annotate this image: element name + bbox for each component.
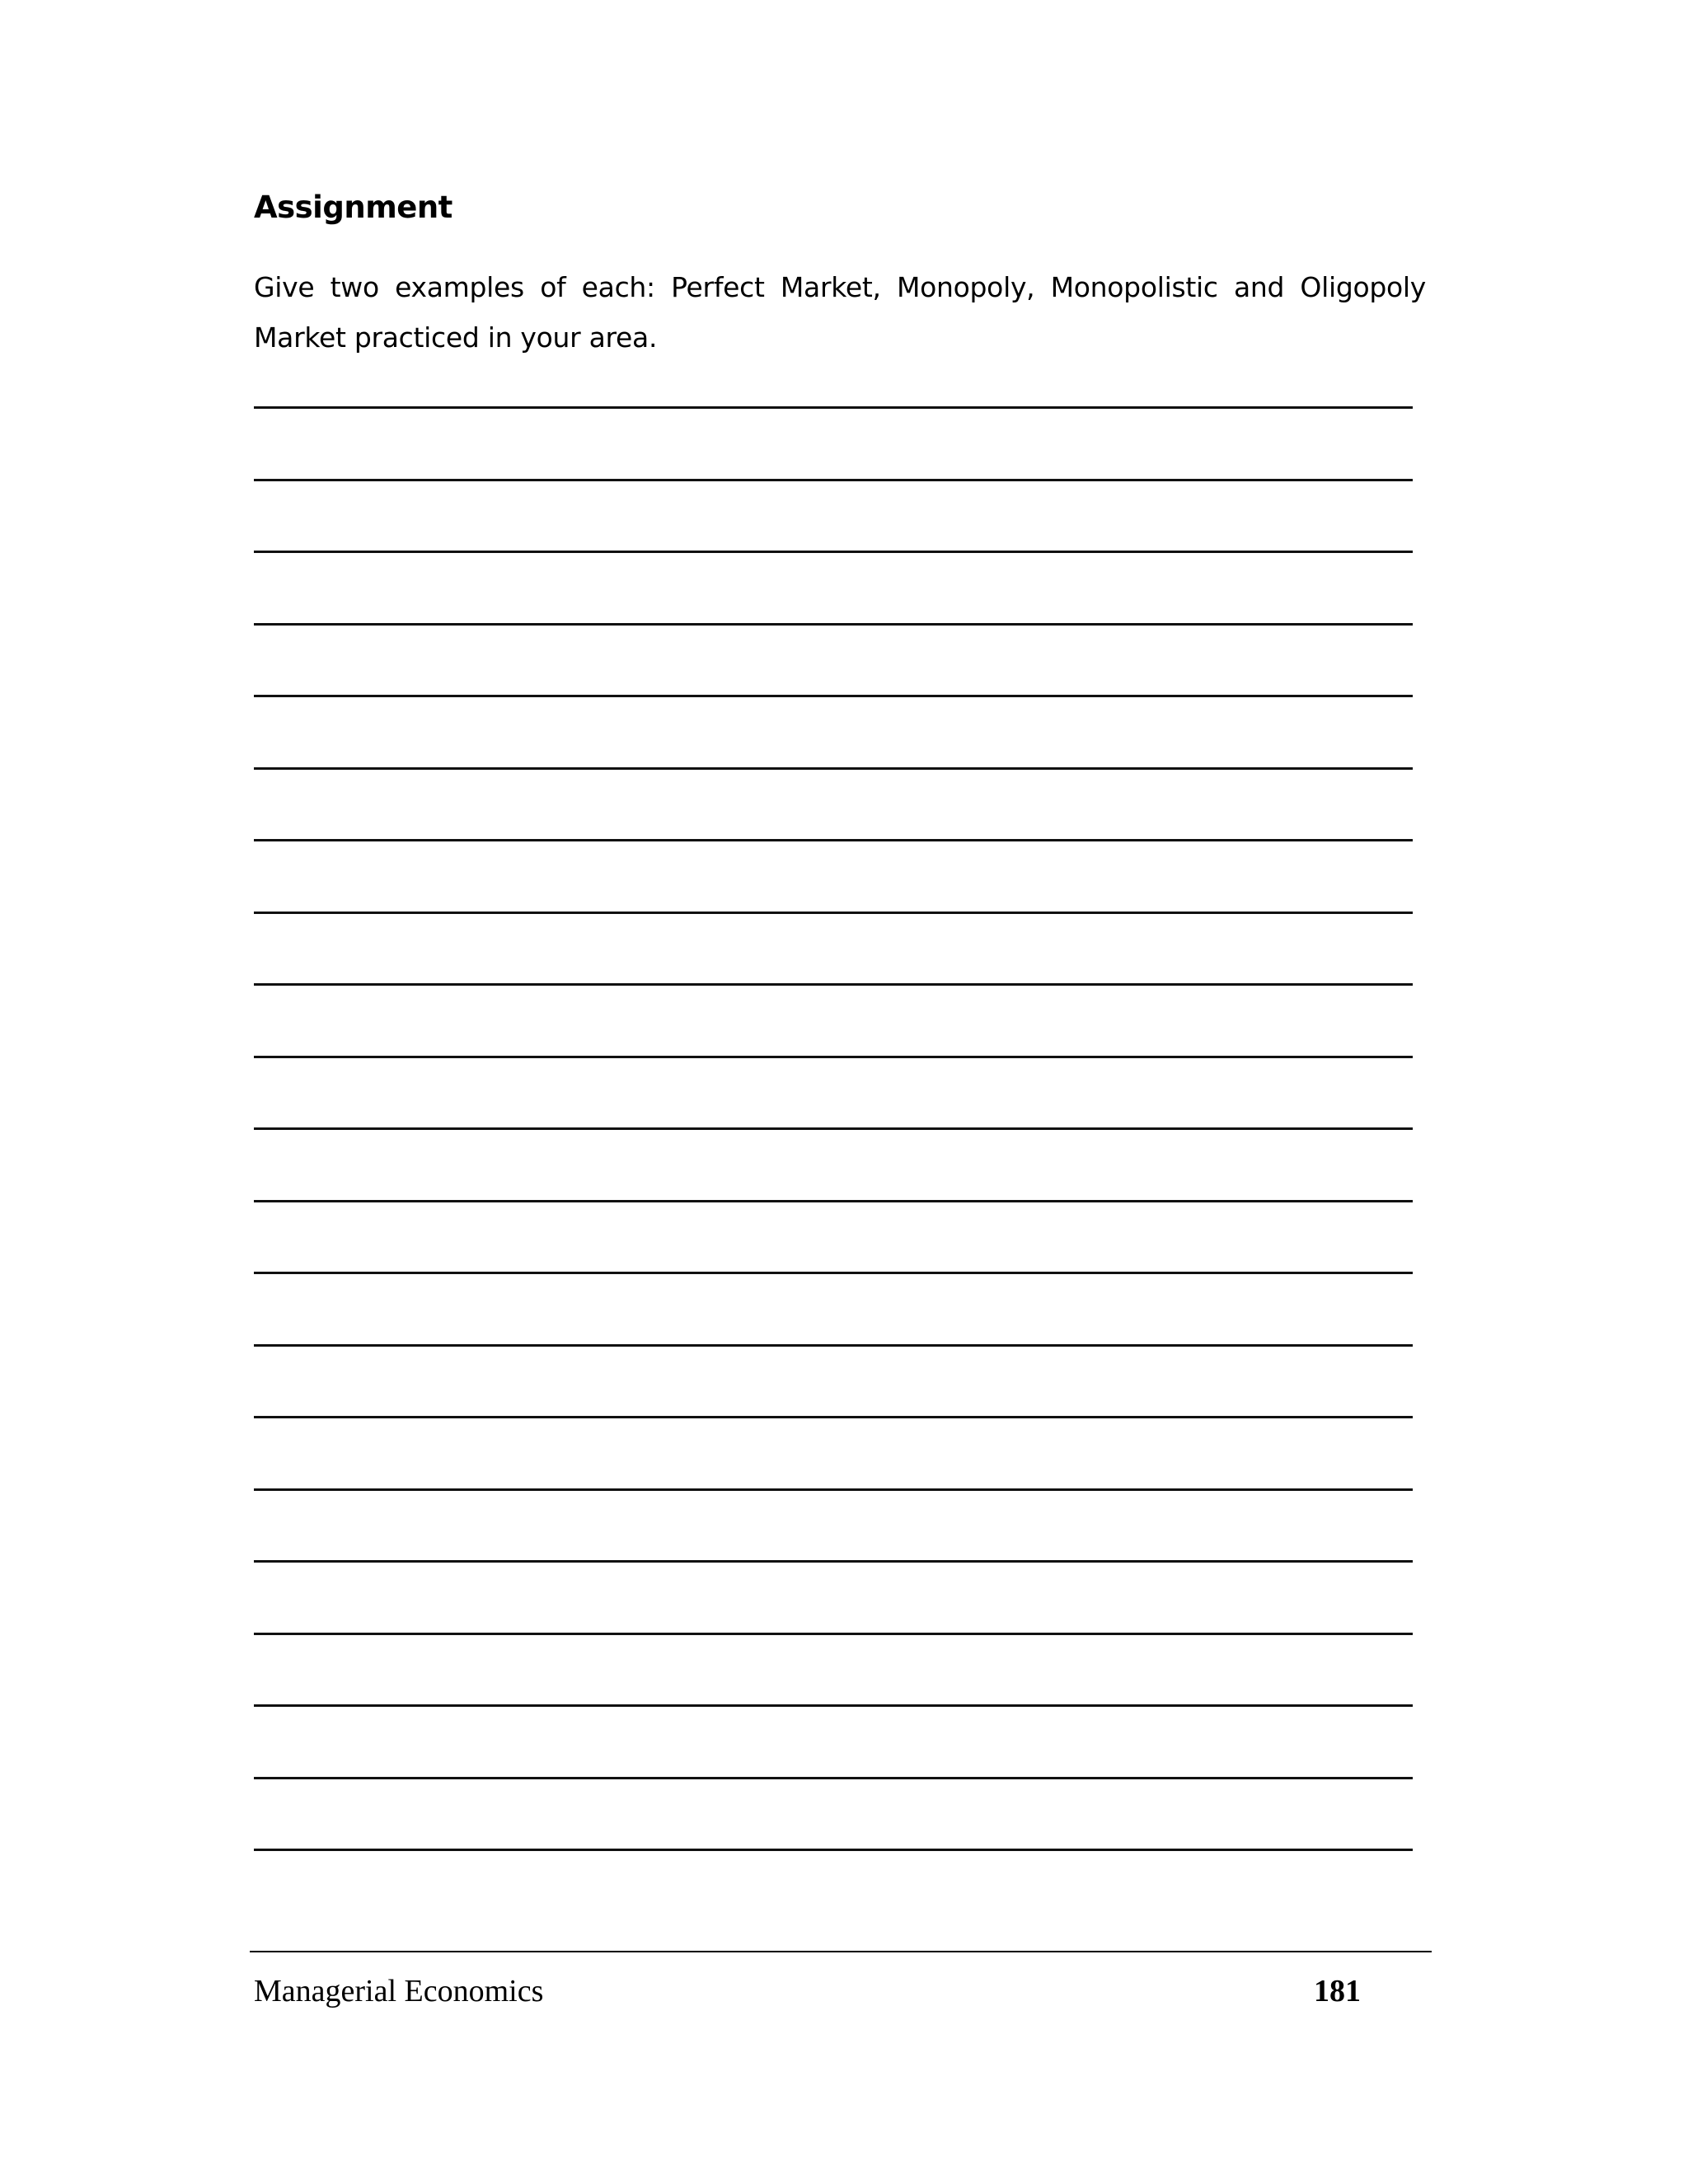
- answer-line: [254, 1344, 1413, 1347]
- answer-line: [254, 983, 1413, 986]
- answer-line: [254, 1200, 1413, 1202]
- answer-line: [254, 479, 1413, 481]
- answer-lines: [254, 0, 1413, 2184]
- answer-line: [254, 623, 1413, 626]
- answer-line: [254, 1127, 1413, 1130]
- answer-line: [254, 1416, 1413, 1418]
- page-number: 181: [1314, 1974, 1361, 2008]
- answer-line: [254, 1056, 1413, 1058]
- assignment-heading: Assignment: [254, 190, 452, 225]
- answer-line: [254, 1272, 1413, 1274]
- answer-line: [254, 551, 1413, 553]
- assignment-prompt: Give two examples of each: Perfect Market, Monopoly, Monopolistic and Oligopoly Market practiced in your area.: [254, 271, 1426, 354]
- answer-line: [254, 1849, 1413, 1851]
- answer-line: [254, 912, 1413, 914]
- answer-line: [254, 839, 1413, 841]
- answer-line: [254, 1777, 1413, 1779]
- footer-divider: [250, 1951, 1432, 1952]
- answer-line: [254, 1633, 1413, 1635]
- answer-line: [254, 406, 1413, 409]
- answer-line: [254, 1704, 1413, 1707]
- answer-line: [254, 1488, 1413, 1491]
- answer-line: [254, 695, 1413, 697]
- answer-line: [254, 1560, 1413, 1563]
- answer-line: [254, 767, 1413, 770]
- footer-book-title: Managerial Economics: [254, 1974, 544, 2008]
